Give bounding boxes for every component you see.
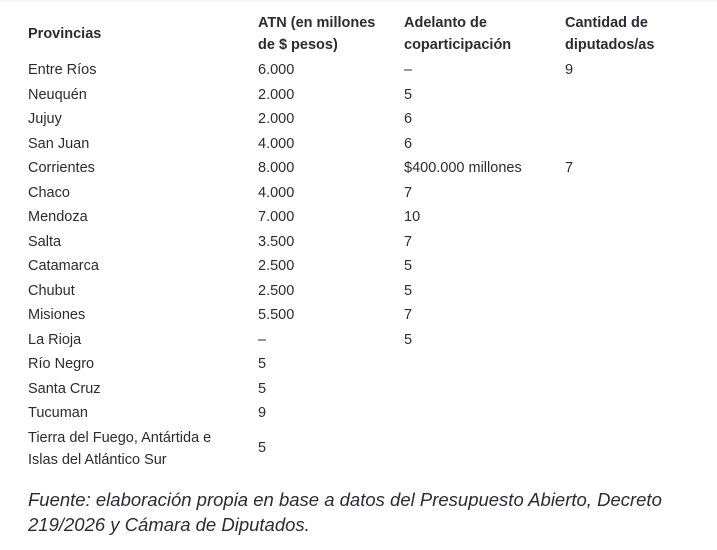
cell-diputados	[557, 377, 712, 402]
header-provincias: Provincias	[28, 26, 102, 42]
cell-adelanto: 7	[404, 233, 413, 250]
cell-diputados	[557, 107, 712, 132]
cell-atn: 9	[258, 405, 267, 421]
table-row	[20, 426, 712, 472]
cell-provincia: Mendoza	[28, 209, 88, 225]
cell-atn: –	[258, 331, 267, 348]
cell-adelanto	[396, 401, 557, 426]
table-row	[20, 107, 712, 132]
source-note: Fuente: elaboración propia en base a datos del Presupuesto Abierto, Decreto 219/2026 y Cámara de Diputados.	[28, 489, 662, 535]
cell-provincia: Tierra del Fuego, Antártida e Islas del Atlántico Sur	[28, 429, 212, 468]
cell-diputados	[557, 181, 712, 206]
cell-adelanto: $400.000 millones	[404, 160, 522, 176]
cell-atn: 4.000	[258, 184, 295, 201]
table-row	[20, 132, 712, 157]
cell-atn: 5	[258, 356, 267, 372]
top-divider	[0, 0, 717, 2]
table-row	[20, 303, 712, 328]
table-row	[20, 181, 712, 206]
cell-adelanto: 5	[404, 331, 413, 348]
cell-atn: 2.500	[258, 282, 295, 299]
table-row	[20, 401, 712, 426]
cell-adelanto: 5	[404, 86, 413, 103]
cell-atn: 3.500	[258, 233, 295, 250]
cell-atn: 5	[258, 380, 267, 397]
cell-diputados	[557, 230, 712, 255]
cell-provincia: Corrientes	[28, 160, 95, 176]
cell-provincia: Entre Ríos	[28, 62, 97, 78]
cell-atn: 8.000	[258, 160, 295, 176]
cell-diputados: 9	[565, 62, 574, 78]
header-adelanto: Adelanto de coparticipación	[404, 15, 512, 53]
cell-provincia: San Juan	[28, 135, 90, 152]
table-row	[20, 230, 712, 255]
table-row	[20, 328, 712, 353]
cell-provincia: Neuquén	[28, 86, 87, 103]
cell-diputados	[557, 328, 712, 353]
cell-diputados	[557, 132, 712, 157]
cell-atn: 7.000	[258, 209, 295, 225]
cell-provincia: Misiones	[28, 307, 86, 323]
table-row	[20, 352, 712, 377]
cell-adelanto	[396, 426, 557, 472]
cell-provincia: Chaco	[28, 184, 70, 201]
cell-atn: 2.000	[258, 86, 295, 103]
cell-adelanto: 5	[404, 258, 413, 274]
table-row	[20, 156, 712, 181]
cell-adelanto: 7	[404, 307, 413, 323]
cell-diputados: 7	[565, 160, 574, 176]
cell-diputados	[557, 254, 712, 279]
table-row	[20, 205, 712, 230]
cell-provincia: Catamarca	[28, 258, 99, 274]
table-row	[20, 279, 712, 304]
table-header-row	[20, 10, 712, 58]
cell-adelanto: 7	[404, 184, 413, 201]
cell-provincia: Tucuman	[28, 405, 88, 421]
table-row	[20, 58, 712, 83]
cell-diputados	[557, 426, 712, 472]
header-diputados: Cantidad de diputados/as	[565, 15, 655, 53]
cell-atn: 2.000	[258, 111, 295, 127]
cell-diputados	[557, 352, 712, 377]
table-row	[20, 83, 712, 108]
cell-atn: 5	[258, 440, 267, 457]
cell-provincia: Jujuy	[28, 111, 62, 127]
cell-adelanto: 5	[404, 282, 413, 299]
cell-atn: 6.000	[258, 62, 295, 78]
cell-provincia: La Rioja	[28, 331, 82, 348]
cell-diputados	[557, 303, 712, 328]
table-body	[20, 58, 712, 472]
cell-provincia: Río Negro	[28, 356, 95, 372]
cell-atn: 5.500	[258, 307, 295, 323]
cell-adelanto	[396, 377, 557, 402]
cell-atn: 2.500	[258, 258, 295, 274]
cell-adelanto: 6	[404, 135, 413, 152]
cell-provincia: Salta	[28, 233, 62, 250]
cell-atn: 4.000	[258, 135, 295, 152]
cell-diputados	[557, 83, 712, 108]
cell-adelanto: 10	[404, 209, 421, 225]
cell-provincia: Chubut	[28, 282, 75, 299]
cell-diputados	[557, 279, 712, 304]
cell-diputados	[557, 401, 712, 426]
cell-diputados	[557, 205, 712, 230]
provinces-table	[20, 10, 712, 472]
cell-adelanto: –	[404, 62, 413, 78]
header-atn: ATN (en millones de $ pesos)	[258, 15, 376, 53]
cell-adelanto	[396, 352, 557, 377]
cell-provincia: Santa Cruz	[28, 380, 101, 397]
cell-adelanto: 6	[404, 111, 413, 127]
table-row	[20, 254, 712, 279]
table-row	[20, 377, 712, 402]
